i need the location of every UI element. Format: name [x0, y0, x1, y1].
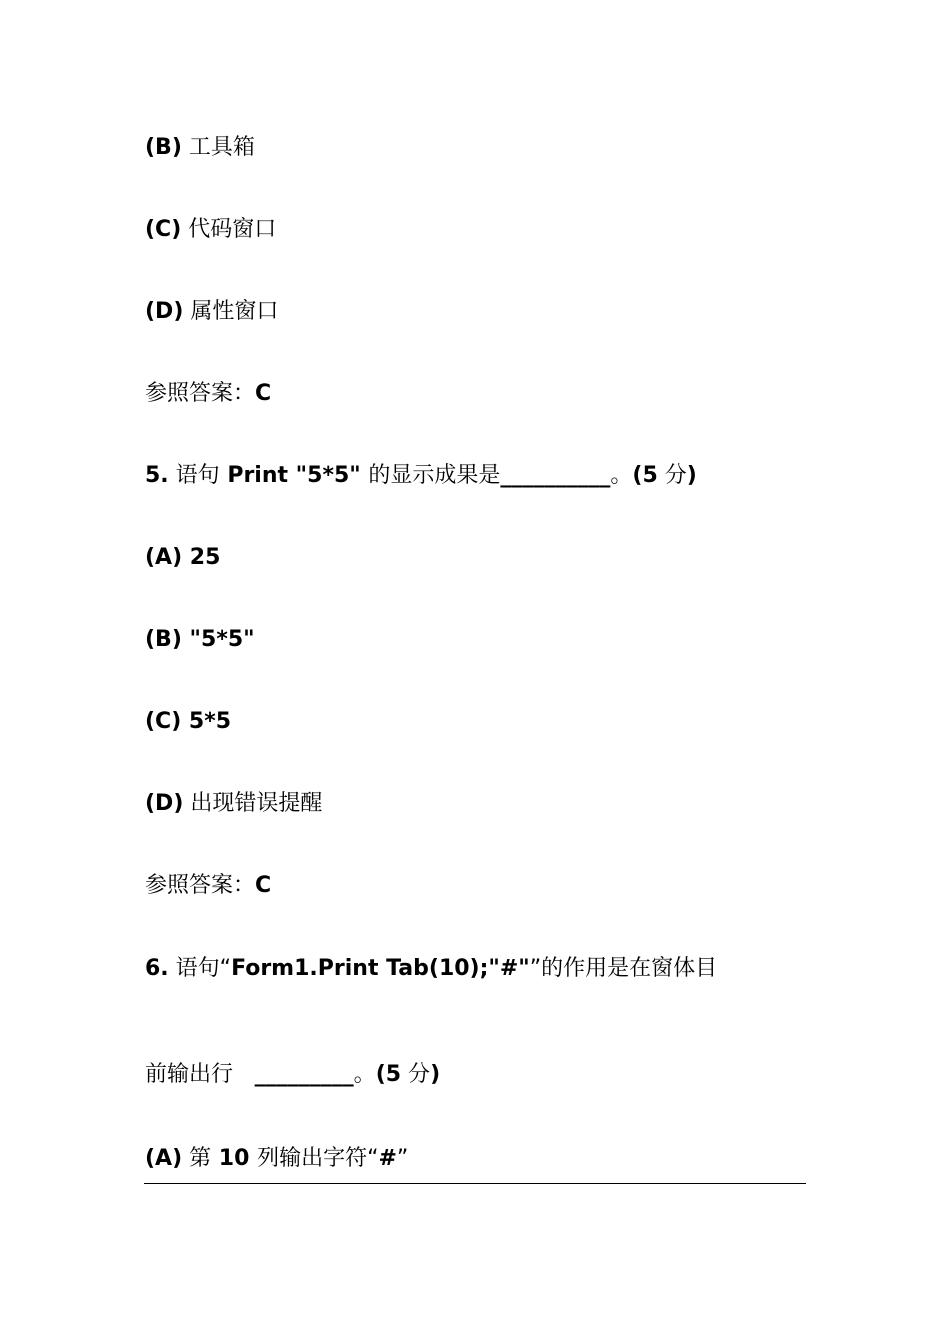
- q6-option-a: [145, 1144, 408, 1174]
- stem-text: 的显示成果是: [368, 463, 501, 488]
- option-label: (A): [145, 545, 183, 570]
- score-value: (5: [375, 1062, 402, 1087]
- answer-value: C: [255, 381, 272, 406]
- q6-stem-line2: [145, 1060, 440, 1090]
- score-close: ): [430, 1062, 441, 1087]
- q5-option-a: [145, 543, 220, 573]
- answer-blank: _________: [247, 1062, 354, 1087]
- stem-text: 语句“: [168, 956, 232, 981]
- option-text: 第: [182, 1146, 212, 1171]
- option-number: 10: [211, 1146, 258, 1171]
- option-label: (C): [145, 709, 182, 734]
- question-number: 5.: [145, 463, 169, 488]
- q5-option-b: [145, 625, 255, 655]
- option-text: 出现错误提醒: [183, 791, 323, 816]
- option-text: 工具箱: [181, 135, 255, 160]
- answer-value: C: [255, 873, 272, 898]
- option-text: 25: [182, 545, 221, 570]
- option-label: (B): [145, 135, 182, 160]
- option-label: (D): [145, 791, 184, 816]
- q5-answer: [145, 871, 271, 901]
- score-unit: 分: [657, 463, 687, 488]
- q4-option-b: [145, 133, 255, 163]
- answer-blank: __________: [500, 463, 611, 488]
- score-unit: 分: [401, 1062, 431, 1087]
- option-label: (A): [145, 1146, 183, 1171]
- q5-option-c: [145, 707, 231, 737]
- score-close: ): [686, 463, 697, 488]
- option-label: (B): [145, 627, 182, 652]
- stem-code: Print "5*5": [219, 463, 369, 488]
- stem-text: ”的作用是在窗体目: [529, 956, 718, 981]
- answer-prefix: 参照答案：: [145, 381, 256, 406]
- option-text: 5*5: [181, 709, 232, 734]
- option-text: 列输出字符“: [257, 1146, 379, 1171]
- question-number: 6.: [145, 956, 169, 981]
- score-value: (5: [632, 463, 658, 488]
- q4-option-c: [145, 215, 276, 245]
- stem-code: Form1.Print Tab(10);"#": [231, 956, 530, 981]
- answer-prefix: 参照答案：: [145, 873, 256, 898]
- option-text: "5*5": [181, 627, 255, 652]
- option-text: 代码窗口: [181, 217, 277, 242]
- q4-option-d: [145, 297, 278, 327]
- q5-option-d: [145, 789, 322, 819]
- stem-text: 语句: [168, 463, 220, 488]
- footer-rule: [144, 1183, 806, 1184]
- option-text: ”: [396, 1146, 409, 1171]
- stem-text: 前输出行: [145, 1062, 247, 1087]
- q6-stem-line1: [145, 954, 717, 984]
- option-symbol: #: [378, 1146, 397, 1171]
- option-label: (C): [145, 217, 182, 242]
- q4-answer: [145, 379, 271, 409]
- option-label: (D): [145, 299, 184, 324]
- option-text: 属性窗口: [183, 299, 279, 324]
- stem-period: 。: [610, 463, 633, 488]
- stem-period: 。: [353, 1062, 376, 1087]
- q5-stem: [145, 461, 697, 491]
